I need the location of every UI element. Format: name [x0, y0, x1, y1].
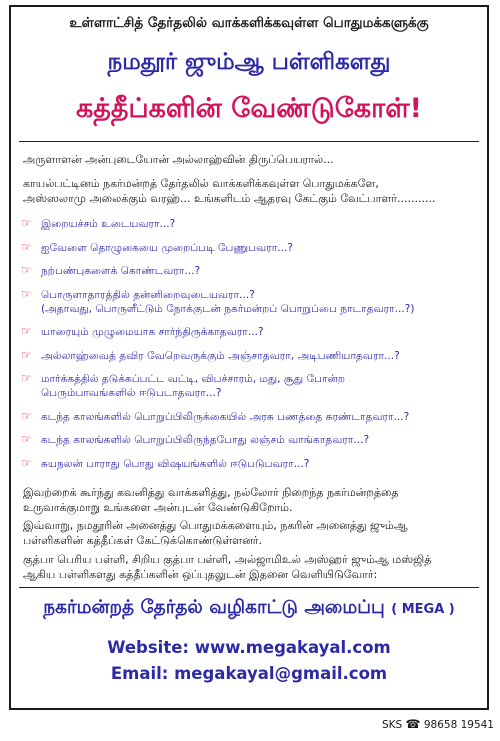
question-text: யாரையும் முழுமையாக சார்ந்திருக்காதவரா...? [41, 326, 264, 338]
question-list [19, 217, 479, 480]
pointing-hand-icon: ☞ [21, 324, 32, 338]
intro-paragraph-2 [23, 176, 477, 206]
question-item [19, 325, 479, 339]
org-name-text: நகர்மன்றத் தேர்தல் வழிகாட்டு அமைப்பு [43, 597, 385, 618]
question-text: அல்லாஹ்வைத் தவிர வேறெவருக்கும் அஞ்சாதவரா, அடிபணியாதவரா...? [41, 349, 400, 362]
question-item [19, 433, 479, 447]
organization-name [11, 597, 487, 620]
pointing-hand-icon: ☞ [21, 408, 32, 423]
question-subtext: பெரும்பாவங்களில் ஈடுபடாதவரா...? [41, 387, 222, 399]
intro-line-1: அருளாளன் அன்புடையோன் அல்லாஹ்வின் திருப்பெயரால்... [23, 153, 334, 166]
closing-line: இவ்வாறு, நமதூரின் அனைத்து பொதுமக்களையும், நகரின் அனைத்து ஜும்ஆ [23, 519, 408, 532]
closing-line: பள்ளிகளின் கத்தீப்கள் கேட்டுக்கொண்டுள்ளனர். [23, 534, 263, 547]
question-text: சுயநலன் பாராது பொது விஷயங்களில் ஈடுபடுபவரா...? [41, 457, 310, 470]
question-item [19, 457, 479, 471]
print-credit [382, 717, 494, 731]
question-text: பொருளாதாரத்தில் தன்னிறைவுடையவரா...? [41, 288, 255, 301]
question-text: நற்பண்புகளைக் கொண்டவரா...? [41, 265, 201, 277]
notice-frame [9, 5, 489, 710]
closing-line: ஆகிய பள்ளிகளது கத்தீப்களின் ஒப்புதலுடன் இதனை வெளியிடுவோர்: [23, 568, 378, 581]
pointing-hand-icon: ☞ [21, 263, 32, 277]
question-item [19, 217, 479, 231]
title-line-2: கத்தீப்களின் வேண்டுகோள்! [76, 93, 422, 124]
pointing-hand-icon: ☞ [21, 371, 32, 385]
question-subtext: (அதாவது, பொருளீட்டும் நோக்குடன் நகர்மன்றப் பொறுப்பை நாடாதவரா...?) [41, 302, 415, 315]
question-text: இறையச்சம் உடையவரா...? [41, 218, 176, 230]
pointing-hand-icon: ☞ [21, 432, 32, 446]
email-link[interactable]: Email: megakayal@gmail.com [110, 664, 388, 683]
bottom-divider [19, 587, 479, 588]
question-text: மார்க்கத்தில் தடுக்கப்பட்ட வட்டி, விபச்சாரம், மது, சூது போன்ற [41, 373, 346, 385]
website-link[interactable]: Website: www.megakayal.com [107, 638, 391, 657]
closing-paragraph-2 [23, 518, 477, 548]
top-line: உள்ளாட்சித் தேர்தலில் வாக்களிக்கவுள்ள பொதுமக்களுக்கு [69, 15, 429, 31]
question-item [19, 241, 479, 255]
intro-paragraph-1 [23, 152, 477, 167]
closing-line: உருவாக்குமாறு உங்களை அன்புடன் வேண்டுகிறோம். [23, 501, 293, 514]
closing-paragraph-1 [23, 485, 477, 515]
closing-line: இவற்றைக் கூர்ந்து கவனித்து வாக்களித்து, நல்லோர் நிறைந்த நகர்மன்றத்தை [23, 486, 399, 499]
pointing-hand-icon: ☞ [21, 239, 32, 254]
top-divider [19, 141, 479, 142]
question-item [19, 372, 479, 400]
question-item [19, 288, 479, 316]
intro-line-2a: காயல்பட்டினம் நகர்மன்றத் தேர்தலில் வாக்களிக்கவுள்ள பொதுமக்களே, [23, 177, 379, 190]
org-abbreviation: ( MEGA ) [391, 602, 455, 617]
title-line-1: நமதூர் ஜும்ஆ பள்ளிகளது [107, 49, 391, 75]
closing-line: குத்பா பெரிய பள்ளி, சிறிய குத்பா பள்ளி, அல்ஜாமிஉல் அஸ்ஹர் ஜும்ஆ மஸ்ஜித் [23, 553, 432, 566]
question-text: ஐவேளை தொழுகையை முறைப்படி பேணுபவரா...? [41, 241, 293, 254]
question-text: கடந்த காலங்களில் பொறுப்பிலிருந்தபோது லஞ்சம் வாங்காதவரா...? [41, 434, 370, 446]
question-item [19, 410, 479, 424]
credit-phone: 98658 19541 [423, 719, 494, 731]
question-item [19, 349, 479, 363]
telephone-icon: ☎ [405, 717, 421, 731]
pointing-hand-icon: ☞ [21, 286, 32, 301]
question-item [19, 264, 479, 278]
pointing-hand-icon: ☞ [21, 347, 32, 362]
closing-paragraph-3 [23, 552, 477, 582]
intro-line-2b: அஸ்ஸலாமு அலைக்கும் வரஹ்... உங்களிடம் ஆதரவு கேட்கும் வேட்பாளர்........... [23, 192, 436, 205]
credit-prefix: SKS [381, 719, 403, 731]
pointing-hand-icon: ☞ [21, 455, 32, 470]
pointing-hand-icon: ☞ [21, 216, 32, 230]
question-text: கடந்த காலங்களில் பொறுப்பிலிருக்கையில் அரசு பணத்தை சுரண்டாதவரா...? [41, 410, 410, 423]
